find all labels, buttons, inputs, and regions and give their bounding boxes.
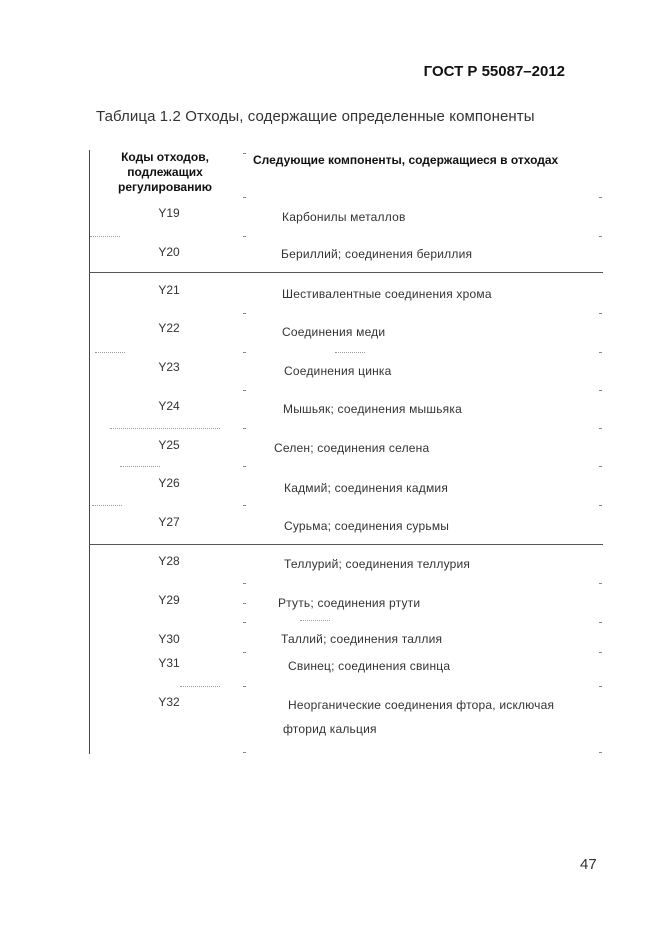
table-cell-components: Таллий; соединения таллия <box>281 632 443 646</box>
scan-artifact <box>92 505 122 507</box>
table-cell-code: Y23 <box>158 360 180 374</box>
standard-number: ГОСТ Р 55087–2012 <box>423 63 565 80</box>
table-cell-components: Ртуть; соединения ртути <box>278 596 421 610</box>
grid-tick <box>599 583 602 584</box>
grid-tick <box>243 752 246 753</box>
grid-tick <box>243 603 246 604</box>
scan-artifact <box>120 466 160 468</box>
grid-tick <box>243 583 246 584</box>
grid-tick <box>599 197 602 198</box>
table-cell-components: Мышьяк; соединения мышьяка <box>283 402 462 416</box>
grid-tick <box>243 352 246 353</box>
page-number: 47 <box>580 856 597 873</box>
grid-tick <box>243 686 246 687</box>
table-caption: Таблица 1.2 Отходы, содержащие определенные компоненты <box>96 108 535 125</box>
table-cell-components: Селен; соединения селена <box>274 441 430 455</box>
grid-tick <box>243 622 246 623</box>
grid-tick <box>243 652 246 653</box>
table-cell-components: Неорганические соединения фтора, исключая <box>288 698 555 712</box>
table-cell-code: Y29 <box>158 593 180 607</box>
table-cell-components: Соединения меди <box>282 325 386 339</box>
grid-tick <box>599 752 602 753</box>
table-cell-code: Y22 <box>158 321 180 335</box>
grid-tick <box>599 236 602 237</box>
table-cell-code: Y19 <box>158 206 180 220</box>
grid-tick <box>599 466 602 467</box>
table-cell-code: Y27 <box>158 515 180 529</box>
table-cell-code: Y32 <box>158 695 180 709</box>
column-header-codes: Коды отходов, подлежащих регулированию <box>118 150 212 194</box>
scan-artifact <box>95 352 125 354</box>
table-left-border <box>89 150 90 754</box>
table-divider <box>89 544 603 545</box>
grid-tick <box>599 313 602 314</box>
grid-tick <box>243 390 246 391</box>
table-divider <box>89 272 603 273</box>
grid-tick <box>243 197 246 198</box>
grid-tick <box>599 686 602 687</box>
table-cell-code: Y30 <box>158 632 180 646</box>
table-cell-code: Y26 <box>158 476 180 490</box>
column-header-components: Следующие компоненты, содержащиеся в отходах <box>253 153 559 167</box>
grid-tick <box>599 622 602 623</box>
scan-artifact <box>335 352 365 354</box>
table-cell-components: Соединения цинка <box>284 364 392 378</box>
scan-artifact <box>110 428 220 430</box>
grid-tick <box>243 428 246 429</box>
grid-tick <box>243 505 246 506</box>
table-cell-code: Y21 <box>158 283 180 297</box>
table-cell-components: Бериллий; соединения бериллия <box>281 247 473 261</box>
grid-tick <box>599 505 602 506</box>
table-cell-code: Y20 <box>158 245 180 259</box>
table-cell-code: Y31 <box>158 656 180 670</box>
table-cell-code: Y25 <box>158 438 180 452</box>
table-cell-components: Шестивалентные соединения хрома <box>282 287 492 301</box>
table-cell-components: Сурьма; соединения сурьмы <box>284 519 450 533</box>
table-cell-components: Свинец; соединения свинца <box>288 659 451 673</box>
table-cell-components: Теллурий; соединения теллурия <box>284 557 471 571</box>
grid-tick <box>599 428 602 429</box>
table-cell-components: Кадмий; соединения кадмия <box>284 481 449 495</box>
grid-tick <box>599 390 602 391</box>
grid-tick <box>599 352 602 353</box>
scan-artifact <box>90 236 120 238</box>
grid-tick <box>243 313 246 314</box>
scan-artifact <box>300 620 330 622</box>
grid-tick <box>243 236 246 237</box>
grid-tick <box>599 652 602 653</box>
table-cell-code: Y24 <box>158 399 180 413</box>
grid-tick <box>243 466 246 467</box>
scan-artifact <box>180 686 220 688</box>
table-cell-components: Карбонилы металлов <box>282 210 406 224</box>
table-cell-components-continued: фторид кальция <box>283 722 377 736</box>
table-cell-code: Y28 <box>158 554 180 568</box>
